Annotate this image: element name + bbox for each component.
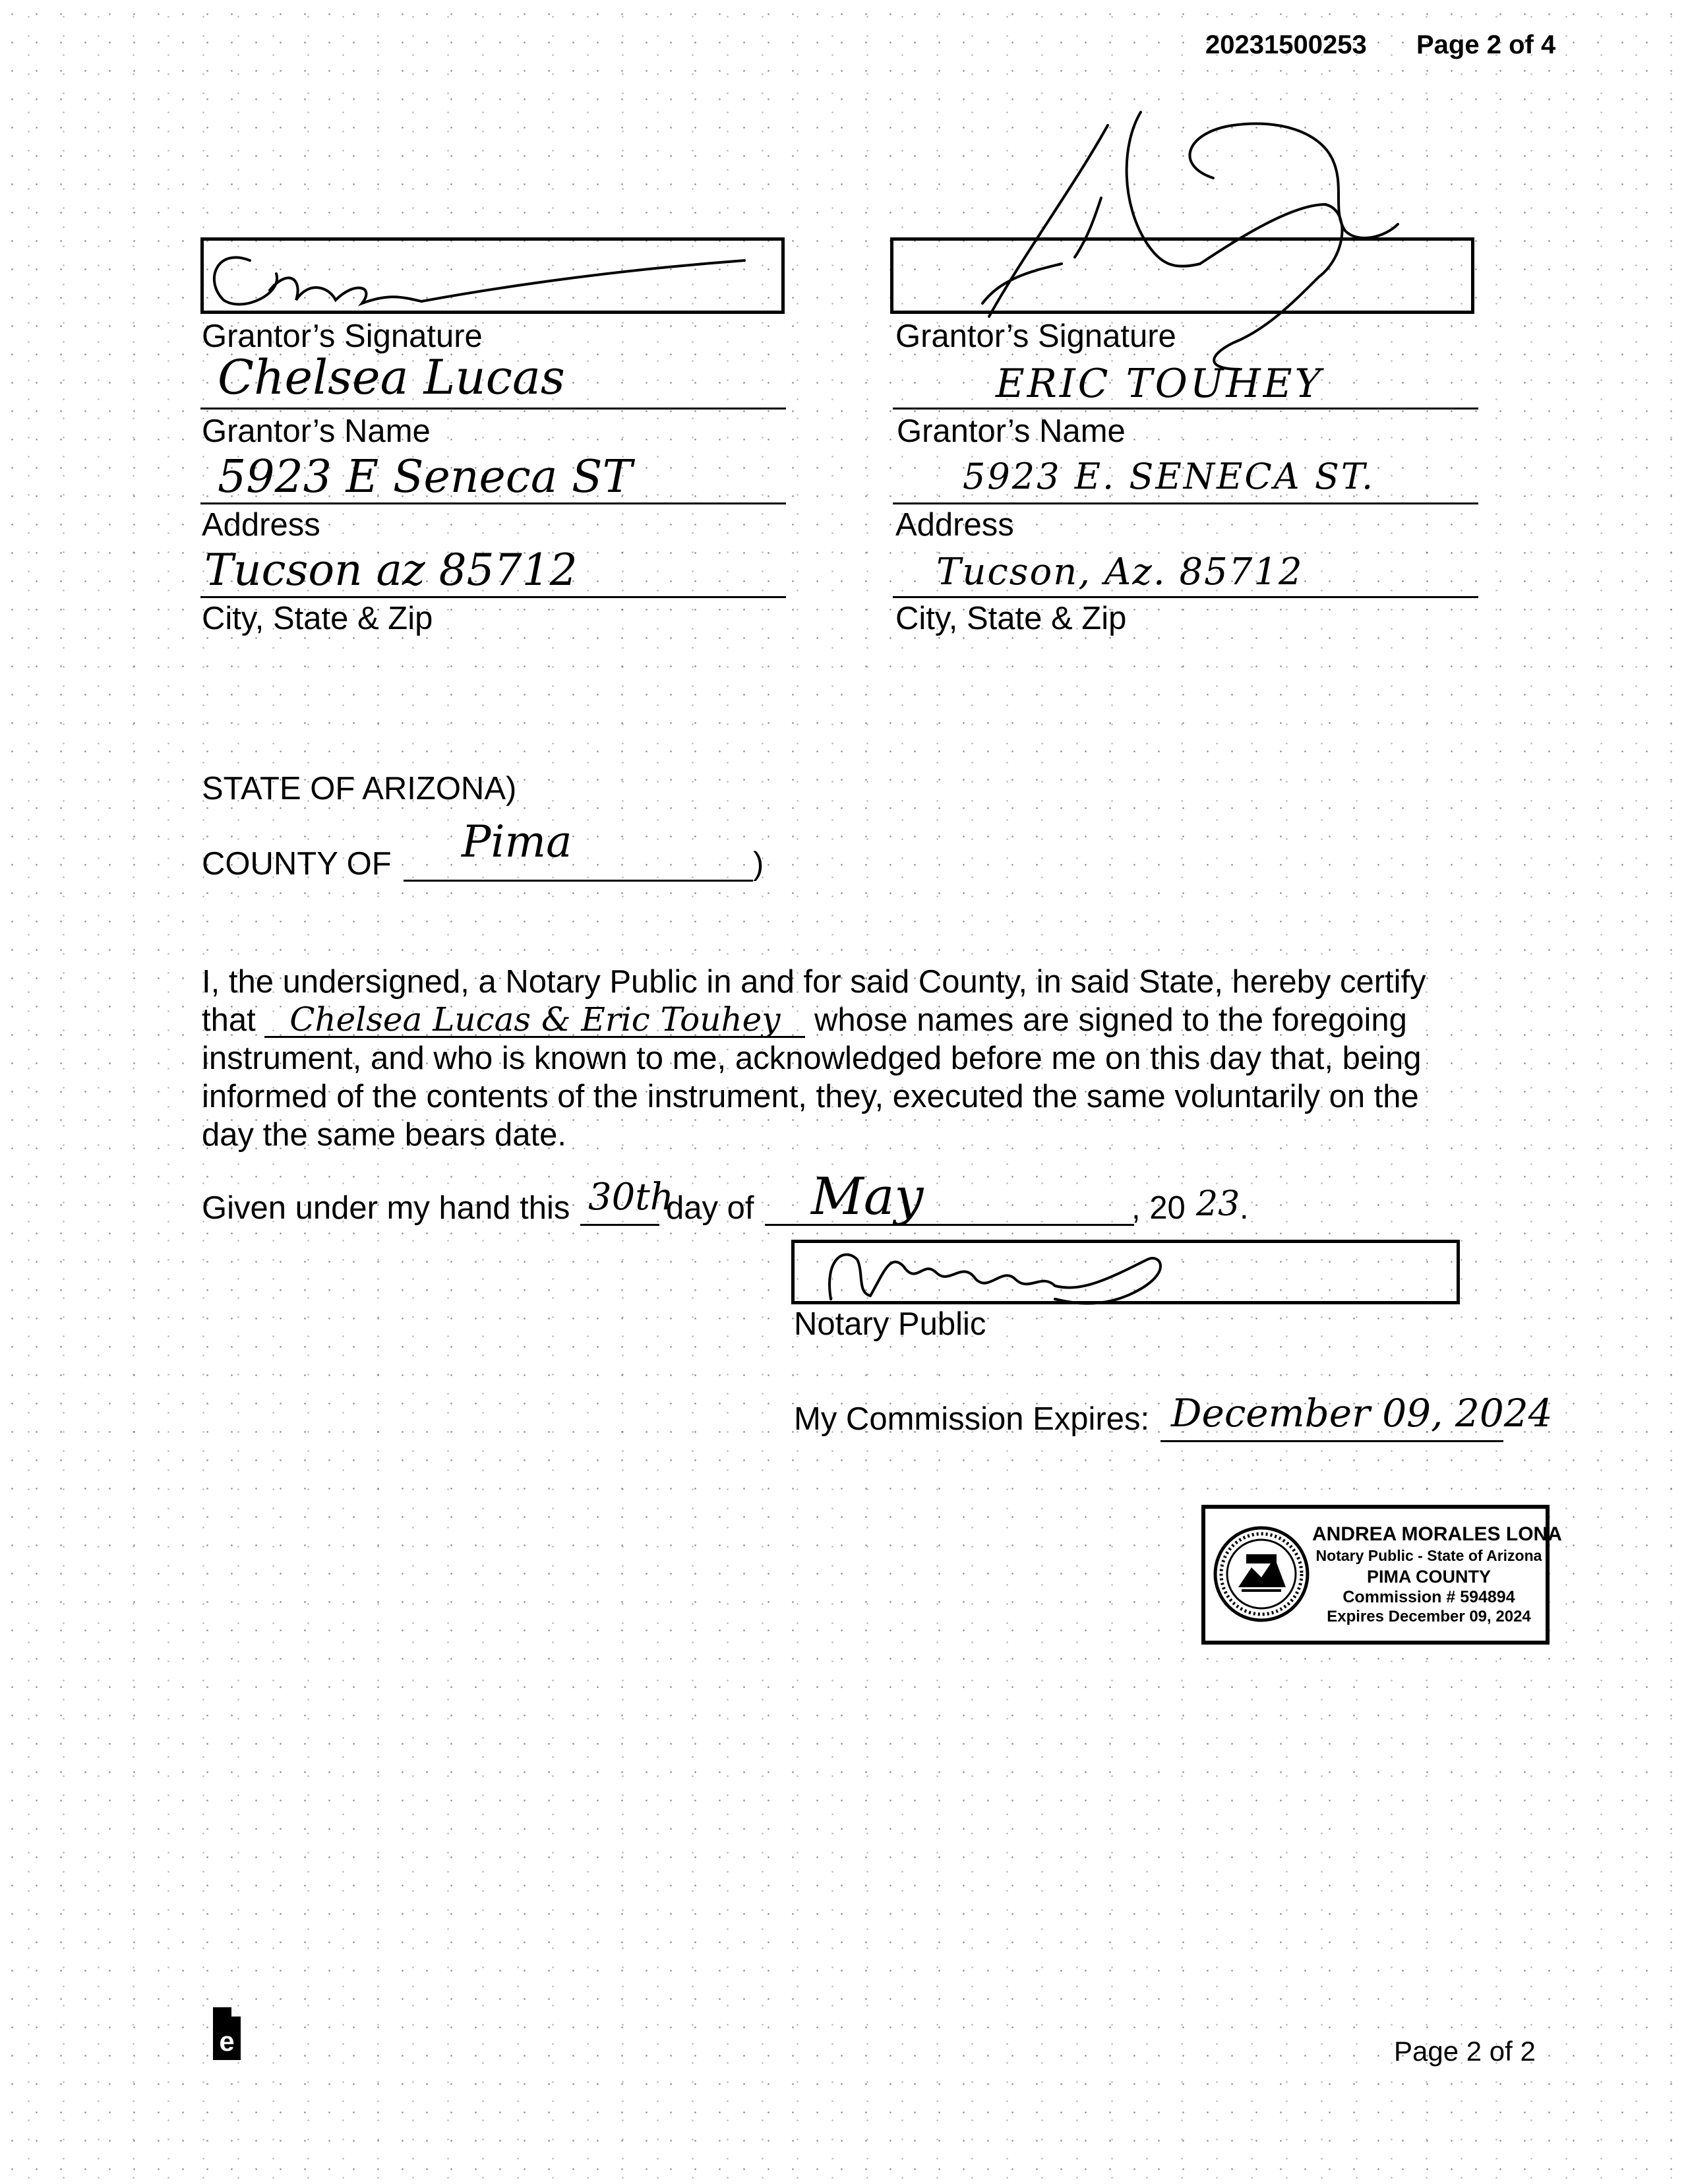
e-document-icon	[213, 2007, 241, 2060]
grantor-left-name-label: Grantor’s Name	[202, 413, 431, 449]
grantor-right-name-line	[893, 408, 1478, 410]
grantor-right-address-line	[893, 502, 1478, 504]
given-prefix: Given under my hand this	[202, 1190, 570, 1226]
county-line	[404, 880, 753, 882]
grantor-left-name-value: Chelsea Lucas	[218, 349, 565, 405]
commission-expires-label: My Commission Expires:	[794, 1401, 1150, 1437]
grantor-left-address-line	[200, 502, 786, 504]
grantor-left-name-line	[200, 408, 786, 410]
grantor-left-address-label: Address	[202, 507, 320, 543]
given-month-line	[765, 1224, 1134, 1226]
stamp-notary-name: ANDREA MORALES LONA	[1312, 1523, 1562, 1545]
grantor-right-signature-label: Grantor’s Signature	[895, 318, 1176, 354]
grantor-right-name-label: Grantor’s Name	[897, 413, 1126, 449]
given-year-value: 23	[1196, 1184, 1240, 1224]
stamp-expires: Expires December 09, 2024	[1327, 1608, 1531, 1625]
grantor-right-address-value: 5923 E. SENECA ST.	[963, 456, 1375, 497]
grantor-left-signature-label: Grantor’s Signature	[202, 318, 483, 354]
commission-expires-value: December 09, 2024	[1171, 1391, 1553, 1436]
given-day-value: 30th	[588, 1176, 674, 1219]
county-close-paren: )	[753, 846, 764, 882]
stamp-notary-title: Notary Public - State of Arizona	[1315, 1547, 1542, 1564]
given-day-line	[580, 1224, 659, 1226]
certificate-line-3: instrument, and who is known to me, acknowledged before me on this day that, being	[202, 1041, 1422, 1076]
grantor-left-city-line	[200, 596, 786, 598]
grantor-right-city-label: City, State & Zip	[895, 601, 1127, 636]
grantor-left-city-value: Tucson az 85712	[204, 545, 578, 595]
county-label: COUNTY OF	[202, 846, 392, 882]
certificate-line-5: day the same bears date.	[202, 1117, 566, 1153]
certificate-line-2	[202, 1001, 1488, 1039]
certificate-line-1: I, the undersigned, a Notary Public in and for said County, in said State, hereby certify	[202, 964, 1426, 1000]
given-month-value: May	[811, 1167, 924, 1227]
recording-number: 20231500253	[1205, 30, 1367, 59]
svg-text:e: e	[219, 2026, 235, 2057]
given-year-prefix: , 20	[1131, 1190, 1186, 1226]
grantor-right-city-value: Tucson, Az. 85712	[936, 551, 1304, 593]
stamp-commission-number: Commission # 594894	[1342, 1588, 1515, 1606]
commission-expires-line	[1160, 1440, 1503, 1442]
notary-stamp	[1201, 1505, 1562, 1645]
given-day-of: day of	[666, 1190, 754, 1226]
certificate-whose-names: whose names are signed to the foregoing	[814, 1002, 1407, 1038]
stamp-county: PIMA COUNTY	[1367, 1567, 1491, 1587]
grantor-right-address-label: Address	[895, 507, 1014, 543]
arizona-seal-icon	[1212, 1525, 1311, 1623]
certificate-line-4: informed of the contents of the instrument, they, executed the same voluntarily on the	[202, 1079, 1419, 1114]
county-value: Pima	[462, 816, 572, 867]
page-number-header: Page 2 of 4	[1416, 30, 1556, 59]
given-year-period: .	[1240, 1190, 1249, 1226]
page-number-footer: Page 2 of 2	[1394, 2036, 1536, 2067]
grantor-right-city-line	[893, 596, 1478, 598]
state-line: STATE OF ARIZONA)	[202, 771, 517, 806]
grantor-left-address-value: 5923 E Seneca ST	[218, 451, 632, 503]
grantor-left-signature	[204, 241, 781, 311]
grantor-right-name-value: ERIC TOUHEY	[996, 361, 1324, 407]
notary-signature	[804, 1233, 1174, 1312]
grantor-left-signature-box	[200, 237, 785, 314]
notary-public-label: Notary Public	[794, 1306, 986, 1342]
grantor-left-city-label: City, State & Zip	[202, 601, 433, 636]
certificate-that: that	[202, 1002, 256, 1038]
certificate-names-value: Chelsea Lucas & Eric Touhey	[264, 1003, 805, 1038]
